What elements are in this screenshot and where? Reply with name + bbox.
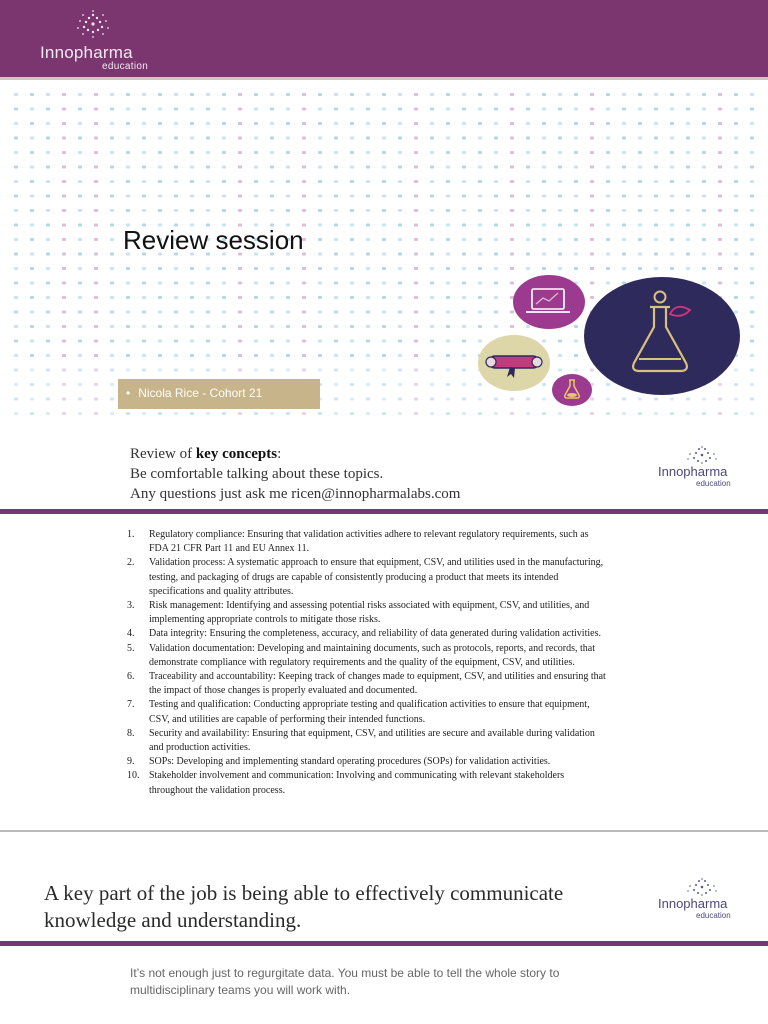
header-bar [0,0,768,80]
brand-subtitle: education [102,61,149,72]
brand-logo-small [658,878,748,922]
key-statement: A key part of the job is being able to effectively communicate knowledge and understanding. [44,881,564,932]
list-number: 5. [127,642,135,654]
sparkle-logo-icon [682,878,722,896]
laptop-chart-icon [513,275,585,329]
brand-name: Innopharma [658,896,728,911]
bullet: • [126,386,131,400]
list-text: Security and availability: Ensuring that equipment, CSV, and utilities are secure and available during validation and production activities. [149,727,595,754]
list-item [127,528,607,556]
closing-note: It’s not enough just to regurgitate data. You must be able to tell the whole story to multidisciplinary teams you will work with. [130,966,560,997]
concept-list [127,528,607,798]
list-number: 9. [127,756,135,768]
sparkle-logo-icon [70,10,116,40]
list-item [127,769,607,797]
communication-slide [0,838,768,946]
list-text: Data integrity: Ensuring the completeness, accuracy, and reliability of data generated during validation activities. [149,628,601,640]
intro-line-1 [130,446,281,463]
list-text: Testing and qualification: Conducting appropriate testing and qualification activities to ensure that equipment, CSV, and utilities are capable of performing their intended functions. [149,699,590,725]
list-item [127,556,607,599]
list-number: 8. [127,727,135,739]
list-number: 10. [127,770,140,782]
list-number: 1. [127,529,135,540]
list-number: 2. [127,557,135,569]
intro-prefix: Review of [130,446,196,462]
brand-name: Innopharma [658,464,728,479]
list-text: Stakeholder involvement and communication: Involving and communicating with relevant stakeholders throughout the validation process. [149,770,565,796]
intro-bold: key concepts [195,446,278,462]
diploma-scroll-icon [478,335,550,391]
list-number: 4. [127,628,135,640]
list-text: Validation documentation: Developing and maintaining documents, such as protocols, reports, and records, that demonstrate compliance with regulatory requirements and the quality of the equipment, CSV, and utilities. [149,642,596,668]
author-name: Nicola Rice - Cohort 21 [138,386,263,400]
list-item [127,698,607,726]
list-number: 6. [127,671,135,683]
brand-name: Innopharma [40,43,133,62]
title-slide [0,83,768,430]
list-text: Regulatory compliance: Ensuring that validation activities adhere to relevant regulatory requirements, such as FDA 21 CFR Part 11 and EU Annex 11. [149,529,589,555]
science-illustration [0,83,768,430]
brand-subtitle: education [696,479,731,488]
key-concepts-slide [0,436,768,514]
list-item [127,642,607,670]
brand-logo [40,10,160,72]
list-item [127,670,607,698]
list-item [127,599,607,627]
brand-logo-small [658,446,748,490]
sparkle-logo-icon [682,446,722,464]
list-text: Validation process: A systematic approach to ensure that equipment, CSV, and utilities used in the manufacturing, testing, and packaging of drugs are capable of consistently producing a product that meets its intended specifications and quality attributes. [149,557,604,597]
concepts-list-slide [0,522,768,832]
slide-title: Review session [123,225,304,255]
list-text: SOPs: Developing and implementing standard operating procedures (SOPs) for validation activities. [149,756,551,768]
intro-line-2: Be comfortable talking about these topics. [130,466,384,482]
flask-icon [584,277,740,395]
list-item [127,755,607,769]
list-number: 3. [127,600,135,612]
list-item [127,627,607,641]
list-item [127,727,607,755]
small-flask-icon [552,374,592,406]
brand-subtitle: education [696,911,731,920]
list-text: Risk management: Identifying and assessing potential risks associated with equipment, CSV, and utilities, and implementing appropriate controls to mitigate those risks. [149,600,590,626]
list-number: 7. [127,699,135,711]
intro-suffix: : [277,446,282,462]
list-text: Traceability and accountability: Keeping track of changes made to equipment, CSV, and utilities and ensuring that the impact of those changes is properly evaluated and documented. [149,671,606,697]
intro-line-3: Any questions just ask me ricen@innopharmalabs.com [130,486,461,502]
